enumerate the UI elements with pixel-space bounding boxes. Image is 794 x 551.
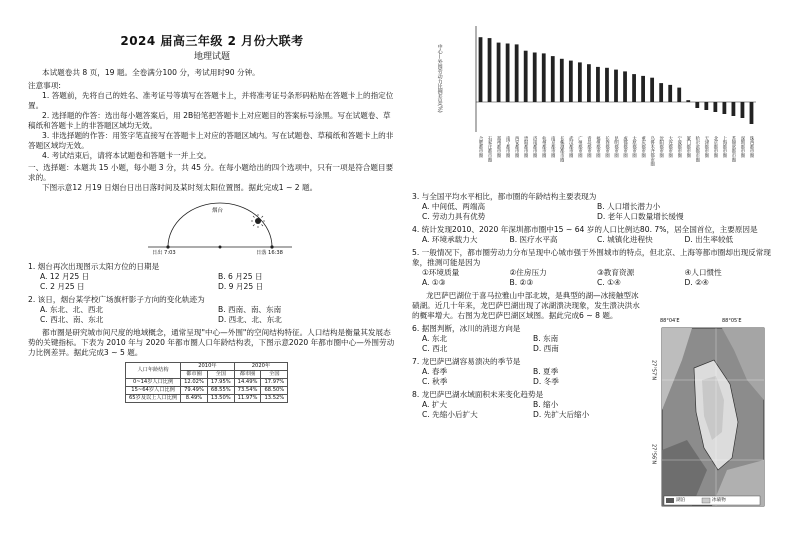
table-cell: 79.49% (181, 387, 208, 395)
option: B. 东南 (533, 334, 559, 344)
bar (515, 44, 519, 102)
category-label: 合肥都市圈 (478, 136, 484, 158)
table-cell: 17.97% (261, 379, 288, 387)
option: A. 扩大 (422, 400, 448, 410)
bar (479, 37, 483, 102)
category-label: 珠西都市圈 (748, 136, 754, 158)
q3-options (412, 212, 772, 222)
category-label: 青岛都市圈 (586, 136, 592, 158)
option: D. 先扩大后缩小 (533, 410, 590, 420)
category-label: 郑州都市圈 (496, 136, 502, 158)
option: C. 西北、南、东北 (40, 314, 104, 324)
bar (497, 43, 501, 102)
category-label: 苏锡常都市圈 (730, 136, 736, 162)
option: A. ①③ (422, 278, 446, 288)
option: D. 出生率较低 (684, 235, 734, 245)
bar (713, 102, 717, 112)
table-cell: 14.49% (234, 379, 261, 387)
bar (668, 85, 672, 102)
exam-subtitle: 地理试题 (193, 51, 230, 62)
category-label: 哈尔滨都市圈 (694, 136, 700, 162)
q5-item: ④人口惯性 (684, 268, 722, 278)
bar (722, 102, 726, 114)
category-label: 乌鲁木齐都市圈 (649, 136, 655, 167)
population-table (125, 362, 288, 403)
sun-icon (255, 218, 261, 224)
table-header: 都市圈 (234, 371, 261, 379)
option: B. 医疗水平高 (509, 235, 558, 245)
option: A. 东北、北、西北 (40, 304, 104, 314)
q1-stem: 1. 烟台再次出现图示太阳方位的日期是 (28, 261, 160, 271)
right-column (412, 0, 772, 503)
category-label: 南京都市圈 (550, 136, 556, 158)
option: B. 6 月25 日 (218, 271, 263, 281)
lake-map (652, 320, 770, 510)
intro-q3-5: 都市圈是研究城市间尺度的地域概念，通常呈现"中心—外围"的空间结构特征。人口结构是衡量其发展态势的关键指标。下表为 2010 年与 2020 年都市圈人口年龄结构表，下图示意2020 年都市圈中心—外围劳动力比例差异。据此完成3 ~ 5 题。 (28, 327, 395, 358)
satellite-image (652, 320, 770, 510)
option: A. 中间低、两端高 (422, 202, 486, 212)
bar (677, 88, 681, 102)
table-row (126, 395, 288, 403)
option: D. 西南 (533, 344, 559, 354)
q1-options (28, 282, 396, 292)
bar (506, 44, 510, 103)
lat-label: 27°56′N (650, 444, 657, 465)
option: B. ②③ (509, 278, 534, 288)
bar (578, 62, 582, 102)
option: A. 春季 (422, 367, 448, 377)
category-label: 贵阳都市圈 (523, 136, 529, 158)
lat-label: 27°57′N (650, 360, 657, 381)
option: B. 缩小 (533, 400, 559, 410)
q8-stem: 8. 龙巴萨巴湖水域面积未来变化趋势是 (412, 390, 544, 400)
q5-item: ③教育资源 (597, 268, 635, 278)
bar (533, 53, 537, 103)
notice-item: 1. 答题前，先将自己的姓名、准考证号等填写在答题卡上，并将准考证号条形码粘贴在答题卡上的指定位置。 (28, 90, 394, 110)
bar (704, 102, 708, 110)
bar (524, 51, 528, 102)
category-label: 厦门都市圈 (685, 136, 691, 158)
category-label: 广州都市圈 (577, 136, 583, 158)
option: A. 东北 (422, 334, 448, 344)
q3-options (412, 202, 772, 212)
q8-options (412, 410, 644, 420)
left-column (28, 0, 396, 403)
bar (605, 68, 609, 102)
q6-stem: 6. 据图判断，冰川的消退方向是 (412, 324, 521, 334)
bar (569, 61, 573, 102)
q5-items (412, 268, 772, 278)
table-row (126, 387, 288, 395)
table-cell: 11.97% (234, 395, 261, 403)
category-label: 石家庄都市圈 (487, 136, 493, 162)
category-label: 宁波都市圈 (676, 136, 682, 158)
bar (732, 102, 736, 116)
option: C. 西北 (422, 344, 448, 354)
option: C. ①④ (597, 278, 621, 288)
chart-ylabel: 中心—外围劳动力比例差异(%) (436, 44, 443, 113)
category-label: 济南都市圈 (532, 136, 538, 158)
category-label: 西安都市圈 (514, 136, 520, 158)
bar (686, 100, 690, 102)
category-label: 南宁都市圈 (505, 136, 511, 158)
sunset-label: 日落 16:38 (256, 249, 283, 256)
bar (488, 38, 492, 102)
q6-options (412, 344, 644, 354)
sun-position-figure (140, 199, 300, 259)
table-header: 2020年 (234, 363, 288, 371)
bar (587, 64, 591, 102)
bar (551, 56, 555, 102)
q2-options (28, 305, 396, 315)
legend-lake: 湖泊 (676, 498, 686, 503)
category-label: 上海都市圈 (721, 136, 727, 158)
lon-label: 88°05′E (722, 318, 742, 324)
q7-options (412, 377, 644, 387)
bar (632, 74, 636, 102)
category-label: 太原都市圈 (631, 136, 637, 158)
option: A. 环境承载力大 (422, 235, 478, 245)
q7-stem: 7. 龙巴萨巴湖容易溃决的季节是 (412, 357, 521, 367)
category-label: 杭州都市圈 (541, 136, 547, 158)
q7-options (412, 367, 644, 377)
option: D. 老年人口数量增长缓慢 (597, 212, 684, 222)
category-label: 天津都市圈 (703, 136, 709, 158)
bar (650, 78, 654, 102)
sunrise-label: 日出 7:03 (152, 249, 176, 256)
lon-label: 88°04′E (660, 318, 680, 324)
intro-q6-8: 龙巴萨巴湖位于喜马拉雅山中部北坡，是典型的湖—冰接触型冰碛湖。近几十年来，龙巴萨巴湖出现了冰湖溃决现象，发生溃决洪水的概率增大。右图为龙巴萨巴湖区域图。据此完成6 ~ 8 题。 (412, 291, 640, 321)
option: D. 西北、北、东北 (218, 314, 282, 324)
q6-options (412, 334, 644, 344)
category-label: 重庆都市圈 (640, 136, 646, 158)
table-header: 都市圈 (181, 371, 208, 379)
q2-stem: 2. 该日，烟台某学校广场旗杆影子方向的变化轨迹为 (28, 294, 205, 304)
option: D. ②④ (684, 278, 709, 288)
category-label: 成都都市圈 (622, 136, 628, 158)
q2-options (28, 315, 396, 325)
table-row (126, 379, 288, 387)
table-header: 全国 (261, 371, 288, 379)
q5-stem: 5. 一般情况下，都市圈劳动力分布呈现中心城市强于外围城市的特点，但北京、上海等都市圈却出现反常现象，推测可能是因为 (412, 248, 771, 268)
bar (542, 53, 546, 102)
q8-options (412, 400, 644, 410)
place-label: 烟台 (212, 207, 224, 214)
table-cell: 68.50% (261, 387, 288, 395)
category-label: 北京都市圈 (712, 136, 718, 158)
category-label: 深圳都市圈 (739, 136, 745, 158)
q5-item: ②住房压力 (509, 268, 547, 278)
table-header: 2010年 (181, 363, 235, 371)
option: C. 秋季 (422, 377, 448, 387)
category-label: 武汉都市圈 (568, 136, 574, 158)
table-header: 全国 (207, 371, 234, 379)
notice-item: 3. 非选择题的作答：用签字笔直接写在答题卡上对应的答题区域内。写在试题卷、草稿纸和答题卡上的非答题区域均无效。 (28, 130, 394, 150)
table-cell: 13.50% (207, 395, 234, 403)
table-cell: 13.52% (261, 395, 288, 403)
q1-options (28, 272, 396, 282)
notice-item: 4. 考试结束后，请将本试题卷和答题卡一并上交。 (42, 150, 212, 160)
bar (641, 76, 645, 102)
table-cell: 17.95% (207, 379, 234, 387)
option: B. 人口增长潜力小 (597, 202, 661, 212)
bar (695, 102, 699, 108)
table-cell: 15~64岁人口比例 (126, 387, 181, 395)
category-label: 沈阳都市圈 (658, 136, 664, 158)
option: B. 夏季 (533, 367, 559, 377)
category-label: 长株潭都市圈 (559, 136, 565, 162)
notice-heading: 注意事项: (28, 80, 61, 90)
table-cell: 8.49% (181, 395, 208, 403)
table-cell: 12.02% (181, 379, 208, 387)
bar (750, 102, 754, 124)
option: C. 先缩小后扩大 (422, 410, 478, 420)
table-header: 人口年龄结构 (126, 363, 181, 379)
notice-item: 2. 选择题的作答：选出每小题答案后，用 2B铅笔把答题卡上对应题目的答案标号涂黑。写在试题卷、草稿纸和答题卡上的非答题区域均无效。 (28, 110, 391, 130)
bar (614, 70, 618, 102)
option: D. 冬季 (533, 377, 559, 387)
table-cell: 65岁及以上人口比例 (126, 395, 181, 403)
category-label: 大连都市圈 (667, 136, 673, 158)
bar (623, 71, 627, 102)
option: C. 2 月25 日 (40, 281, 85, 291)
labor-ratio-chart (436, 24, 766, 194)
bar (659, 83, 663, 102)
option: B. 西南、南、东南 (218, 304, 282, 314)
legend-moraine: 冰碛物 (712, 498, 726, 503)
option: C. 劳动力具有优势 (422, 212, 486, 222)
category-label: 长春都市圈 (604, 136, 610, 158)
q3-stem: 3. 与全国平均水平相比，都市圈的年龄结构主要表现为 (412, 192, 597, 201)
bar (596, 67, 600, 102)
bar (741, 102, 745, 118)
q5-options (412, 278, 772, 288)
category-label: 昆明都市圈 (613, 136, 619, 158)
exam-title: 2024 届高三年级 2 月份大联考 (120, 34, 304, 48)
section-heading: 一、选择题：本题共 15 小题，每小题 3 分，共 45 分。在每小题给出的四个选项中，只有一项是符合题目要求的。 (28, 162, 394, 182)
bar-chart-svg (456, 24, 766, 194)
bar (560, 59, 564, 102)
category-label: 福州都市圈 (595, 136, 601, 158)
table-cell: 73.54% (234, 387, 261, 395)
option: C. 城镇化进程快 (597, 235, 653, 245)
q5-item: ①环境质量 (422, 268, 460, 278)
exam-info: 本试题卷共 8 页，19 题。全卷满分100 分，考试用时90 分钟。 (42, 67, 260, 77)
intro-q1-2: 下图示意12 月19 日烟台日出日落时间及某时刻太阳位置图。据此完成1 ~ 2 题。 (42, 182, 318, 192)
option: D. 9 月25 日 (218, 281, 264, 291)
table-cell: 68.55% (207, 387, 234, 395)
q4-options (412, 235, 772, 245)
q4-stem: 4. 统计发现2010、2020 年深圳都市圈中15 ~ 64 岁的人口比例达80. 7%，居全国首位，主要原因是 (412, 225, 758, 235)
table-cell: 0~14岁人口比例 (126, 379, 181, 387)
option: A. 12 月25 日 (40, 271, 90, 281)
